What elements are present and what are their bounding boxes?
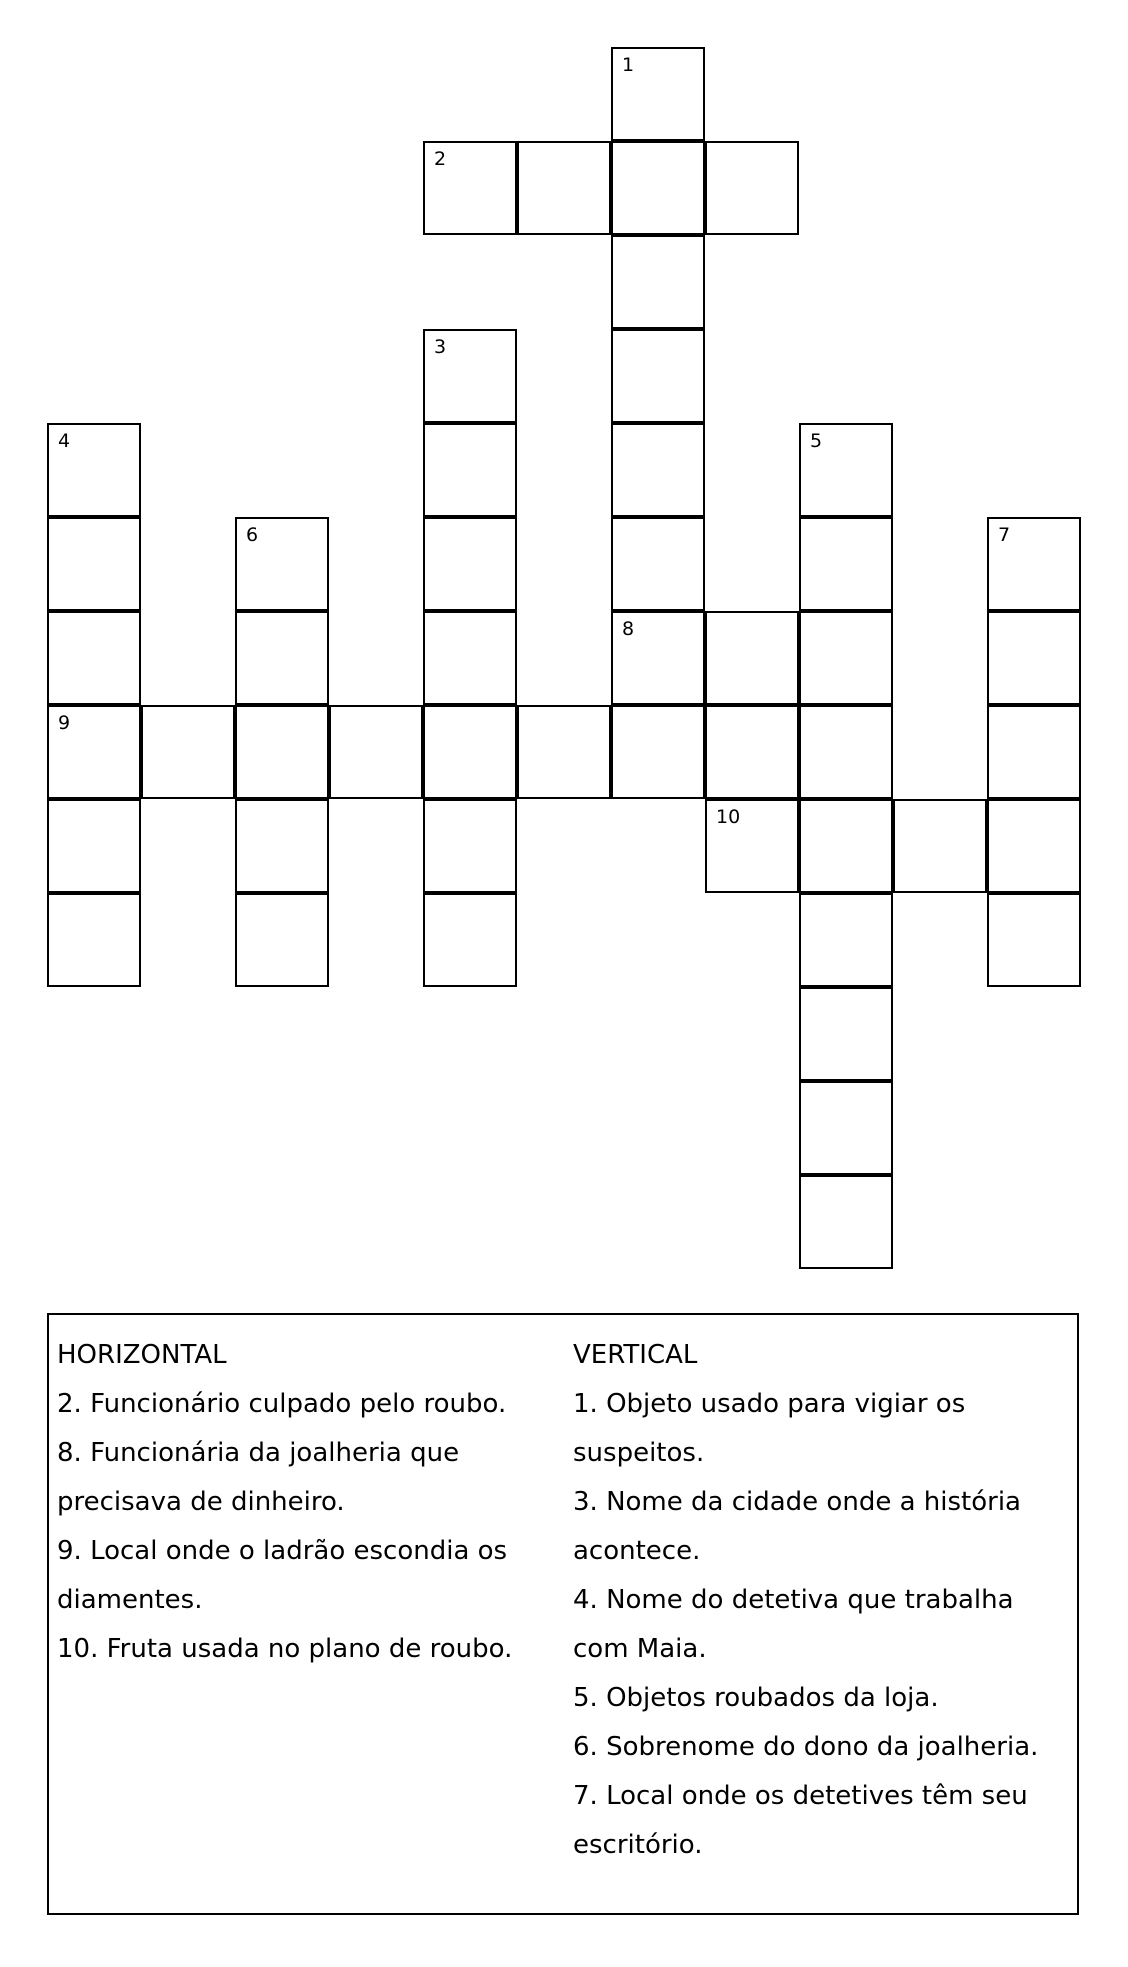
grid-cell[interactable]	[705, 799, 799, 893]
grid-cell[interactable]	[705, 705, 799, 799]
clue-h-9: 9. Local onde o ladrão escondia os	[57, 1536, 508, 1566]
grid-cell[interactable]	[423, 893, 517, 987]
clue-h-8-cont: precisava de dinheiro.	[57, 1487, 345, 1517]
grid-cell[interactable]	[799, 987, 893, 1081]
grid-cell[interactable]	[611, 141, 705, 235]
grid-cell[interactable]	[799, 611, 893, 705]
clue-h-8: 8. Funcionária da joalheria que	[57, 1438, 460, 1468]
grid-cell[interactable]	[611, 705, 705, 799]
grid-cell[interactable]	[423, 517, 517, 611]
grid-cell[interactable]	[423, 141, 517, 235]
clue-number: 7	[998, 524, 1011, 546]
grid-cell[interactable]	[799, 517, 893, 611]
grid-cell[interactable]	[987, 799, 1081, 893]
grid-cell[interactable]	[799, 705, 893, 799]
grid-cell[interactable]	[47, 893, 141, 987]
grid-cell[interactable]	[611, 47, 705, 141]
grid-cell[interactable]	[235, 611, 329, 705]
grid-cell[interactable]	[47, 517, 141, 611]
grid-cell[interactable]	[329, 705, 423, 799]
grid-cell[interactable]	[517, 141, 611, 235]
grid-cell[interactable]	[987, 517, 1081, 611]
clue-v-3-cont: acontece.	[573, 1536, 701, 1566]
grid-cell[interactable]	[235, 705, 329, 799]
grid-cell[interactable]	[799, 1175, 893, 1269]
grid-cell[interactable]	[987, 893, 1081, 987]
clue-number: 5	[810, 430, 823, 452]
grid-cell[interactable]	[611, 235, 705, 329]
grid-cell[interactable]	[705, 611, 799, 705]
clue-v-7: 7. Local onde os detetives têm seu	[573, 1781, 1028, 1811]
grid-cell[interactable]	[47, 611, 141, 705]
clue-v-4: 4. Nome do detetiva que trabalha	[573, 1585, 1014, 1615]
grid-cell[interactable]	[987, 611, 1081, 705]
grid-cell[interactable]	[423, 611, 517, 705]
clue-number: 3	[434, 336, 447, 358]
vertical-clues	[573, 1331, 1073, 1870]
grid-cell[interactable]	[235, 517, 329, 611]
grid-cell[interactable]	[611, 329, 705, 423]
grid-cell[interactable]	[799, 799, 893, 893]
clue-number: 4	[58, 430, 71, 452]
clue-v-1-cont: suspeitos.	[573, 1438, 705, 1468]
grid-cell[interactable]	[987, 705, 1081, 799]
grid-cell[interactable]	[47, 423, 141, 517]
clue-number: 2	[434, 148, 447, 170]
clue-v-1: 1. Objeto usado para vigiar os	[573, 1389, 966, 1419]
clues-box	[47, 1313, 1079, 1915]
clue-h-9-cont: diamentes.	[57, 1585, 203, 1615]
grid-cell[interactable]	[141, 705, 235, 799]
grid-cell[interactable]	[423, 799, 517, 893]
clue-number: 10	[716, 806, 741, 828]
grid-cell[interactable]	[799, 423, 893, 517]
clue-v-6: 6. Sobrenome do dono da joalheria.	[573, 1732, 1039, 1762]
clue-v-5: 5. Objetos roubados da loja.	[573, 1683, 939, 1713]
grid-cell[interactable]	[705, 141, 799, 235]
vertical-heading: VERTICAL	[573, 1340, 698, 1370]
grid-cell[interactable]	[423, 423, 517, 517]
clue-h-2: 2. Funcionário culpado pelo roubo.	[57, 1389, 507, 1419]
grid-cell[interactable]	[893, 799, 987, 893]
clue-number: 9	[58, 712, 71, 734]
grid-cell[interactable]	[517, 705, 611, 799]
clue-v-7-cont: escritório.	[573, 1830, 703, 1860]
grid-cell[interactable]	[611, 611, 705, 705]
grid-cell[interactable]	[799, 1081, 893, 1175]
grid-cell[interactable]	[611, 423, 705, 517]
grid-cell[interactable]	[799, 893, 893, 987]
horizontal-clues	[57, 1331, 557, 1674]
clue-v-4-cont: com Maia.	[573, 1634, 707, 1664]
grid-cell[interactable]	[235, 893, 329, 987]
grid-cell[interactable]	[423, 705, 517, 799]
grid-cell[interactable]	[47, 705, 141, 799]
horizontal-heading: HORIZONTAL	[57, 1340, 227, 1370]
clue-number: 6	[246, 524, 259, 546]
clue-v-3: 3. Nome da cidade onde a história	[573, 1487, 1021, 1517]
grid-cell[interactable]	[47, 799, 141, 893]
clue-h-10: 10. Fruta usada no plano de roubo.	[57, 1634, 513, 1664]
clue-number: 8	[622, 618, 635, 640]
grid-cell[interactable]	[423, 329, 517, 423]
clue-number: 1	[622, 54, 635, 76]
grid-cell[interactable]	[235, 799, 329, 893]
grid-cell[interactable]	[611, 517, 705, 611]
